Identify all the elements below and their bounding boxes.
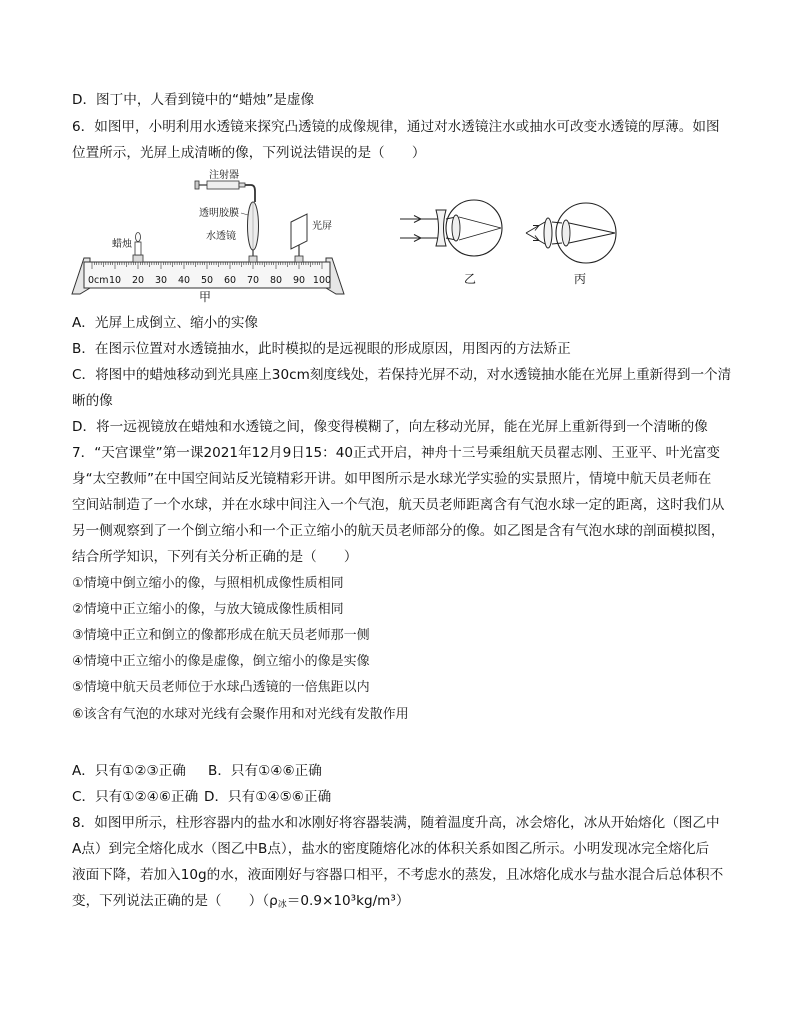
q6-option-d: D．将一远视镜放在蜡烛和水透镜之间，像变得模糊了，向左移动光屏，能在光屏上重新得到一个清晰的像 [72, 419, 708, 435]
density-value: ＝0.9×10³kg/m³） [286, 893, 410, 909]
q6-figure [60, 165, 640, 310]
diagram-yi [400, 200, 502, 256]
q8-stem-line: 液面下降，若加入10g的水，液面刚好与容器口相平，不考虑水的蒸发，且冰熔化成水与盐水混合后总体积不 [72, 867, 724, 883]
water-lens [195, 168, 259, 262]
optical-bench [72, 258, 344, 294]
screen-panel [291, 214, 307, 249]
candle-flame [136, 233, 141, 242]
ruler-tick-label: 0cm [88, 275, 109, 286]
caption-jia: 甲 [198, 290, 212, 304]
q8-last-text: 变，下列说法正确的是（ ）（ρ [72, 893, 278, 909]
q7-statement: ②情境中正立缩小的像，与放大镜成像性质相同 [72, 602, 344, 617]
q7-statement: ①情境中倒立缩小的像，与照相机成像性质相同 [72, 576, 344, 591]
candle [112, 233, 143, 263]
q6-option-c: C．将图中的蜡烛移动到光具座上30cm刻度线处，若保持光屏不动，对水透镜抽水能在光屏上重新得到一个清 [72, 367, 732, 383]
q6-stem-line: 6．如图甲，小明利用水透镜来探究凸透镜的成像规律，通过对水透镜注水或抽水可改变水透镜的厚薄。如图 [72, 119, 720, 135]
eye-lens [562, 220, 570, 246]
screen-holder [295, 256, 303, 262]
q7-stem-line: 7．“天宫课堂”第一课2021年12月9日15：40正式开启，神舟十三号乘组航天员翟志刚、王亚平、叶光富变 [72, 445, 721, 461]
q7-statement: ⑤情境中航天员老师位于水球凸透镜的一倍焦距以内 [72, 680, 370, 695]
ruler-tick-label: 70 [246, 275, 260, 286]
q6-option-c-cont: 晰的像 [72, 393, 113, 409]
ruler-tick-label: 40 [177, 275, 191, 286]
q5-option-d: D．图丁中，人看到镜中的“蜡烛”是虚像 [72, 92, 315, 108]
q8-stem-line-last [72, 892, 409, 914]
q8-stem-line: A点）到完全熔化成水（图乙中B点），盐水的密度随熔化冰的体积关系如图乙所示。小明发现冰完全熔化后 [72, 841, 710, 857]
ruler-tick-label: 10 [108, 275, 122, 286]
ruler-tick-label: 50 [200, 275, 214, 286]
syringe [195, 181, 255, 202]
q7-option-d: D．只有①④⑤⑥正确 [204, 789, 332, 805]
film-label: 透明胶膜 [199, 208, 239, 219]
q7-stem-line: 空间站制造了一个水球，并在水球中间注入一个气泡，航天员老师距离含有气泡水球一定的距离，这时我们从 [72, 497, 725, 513]
eye-lens [452, 215, 460, 241]
q6-option-b: B．在图示位置对水透镜抽水，此时模拟的是远视眼的形成原因，用图丙的方法矫正 [72, 341, 571, 357]
diagram-bing [526, 203, 616, 263]
q7-option-c: C．只有①②④⑥正确 [72, 789, 199, 805]
q7-stem-line: 另一侧观察到了一个倒立缩小和一个正立缩小的航天员老师部分的像。如乙图是含有气泡水球的剖面模拟图， [72, 523, 725, 539]
syringe-label: 注射器 [209, 170, 239, 181]
q7-statement: ③情境中正立和倒立的像都形成在航天员老师那一侧 [72, 628, 370, 643]
candle-label: 蜡烛 [112, 239, 132, 250]
q8-stem-line: 8．如图甲所示，柱形容器内的盐水和冰刚好将容器装满，随着温度升高，冰会熔化，冰从开始熔化（图乙中 [72, 815, 720, 831]
q7-statement: ④情境中正立缩小的像是虚像，倒立缩小的像是实像 [72, 654, 370, 669]
water-lens-label: 水透镜 [206, 231, 236, 242]
q7-stem-line: 结合所学知识，下列有关分析正确的是（ ） [72, 549, 358, 565]
ruler-tick-label: 90 [292, 275, 306, 286]
screen-label: 光屏 [312, 221, 332, 232]
q7-option-b: B．只有①④⑥正确 [208, 763, 322, 779]
q6-stem-line: 位置所示，光屏上成清晰的像，下列说法错误的是（ ） [72, 145, 426, 161]
ruler-tick-label: 80 [269, 275, 283, 286]
density-subscript: 冰 [277, 900, 287, 910]
q7-option-a: A．只有①②③正确 [72, 763, 186, 779]
light-screen [291, 214, 332, 262]
ruler-tick-label: 60 [223, 275, 237, 286]
q7-stem-line: 身“太空教师”在中国空间站反光镜精彩开讲。如甲图所示是水球光学实验的实景照片，情境中航天员老师在 [72, 471, 712, 487]
concave-lens [436, 210, 446, 246]
q7-statement: ⑥该含有气泡的水球对光线有会聚作用和对光线有发散作用 [72, 707, 409, 722]
q6-option-a: A．光屏上成倒立、缩小的实像 [72, 315, 259, 331]
ruler-tick-label: 20 [131, 275, 145, 286]
ruler-tick-label: 100 [312, 275, 332, 286]
caption-yi: 乙 [463, 272, 477, 286]
candle-holder [133, 255, 143, 262]
candle-body [135, 242, 141, 255]
ruler-tick-label: 30 [154, 275, 168, 286]
caption-bing: 丙 [573, 272, 587, 286]
lens-holder [249, 256, 257, 262]
convex-lens [544, 218, 552, 248]
